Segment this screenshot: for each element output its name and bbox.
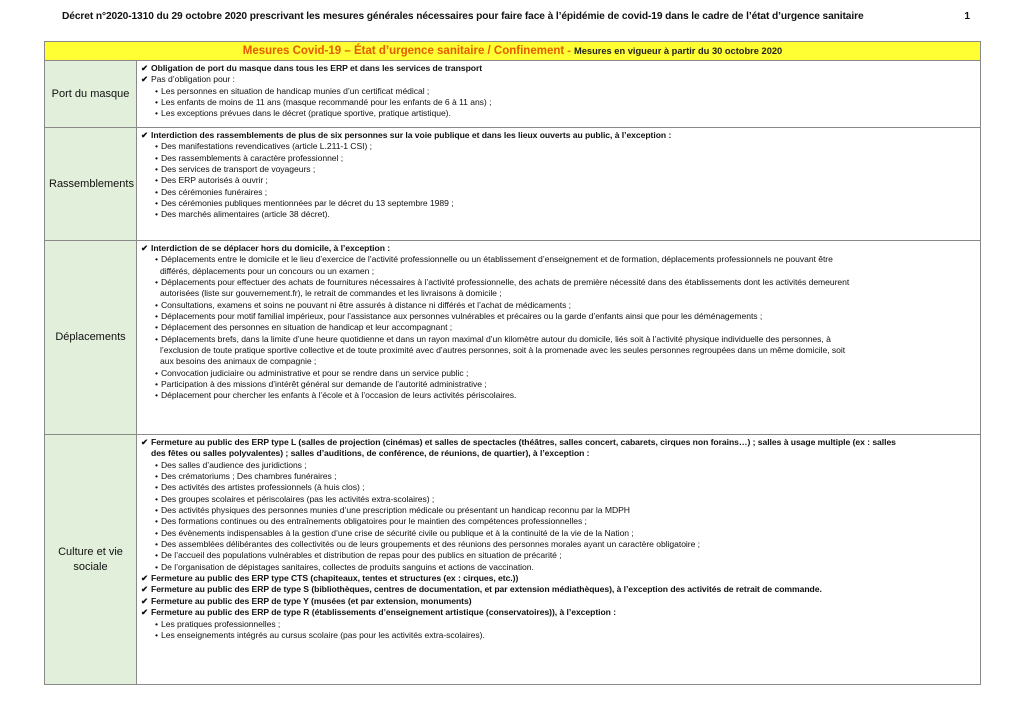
item-text: Des formations continues ou des entraînements obligatoires pour le maintien des compétences professionnelles ; [161, 516, 587, 527]
bullet-icon: • [155, 108, 158, 119]
bullet-icon: • [155, 561, 158, 572]
bullet-icon: • [155, 367, 158, 378]
item-text: Déplacements pour effectuer des achats de fournitures nécessaires à l’activité professionnelle, des achats de première nécessité dans des établissements dont les activités demeurent [161, 277, 850, 288]
banner-title: Mesures Covid-19 – État d’urgence sanitaire / Confinement [242, 45, 565, 57]
list-item [141, 368, 976, 379]
item-text: Les exceptions prévues dans le décret (pratique sportive, pratique artistique). [161, 108, 451, 119]
item-text: Des évènements indispensables à la gestion d’une crise de sécurité civile ou publique et à la continuité de la vie de la Nation ; [161, 527, 634, 538]
item-text: Fermeture au public des ERP type CTS (chapiteaux, tentes et structures (ex : cirques, etc.)) [151, 573, 519, 584]
bullet-icon: • [155, 482, 158, 493]
bullet-icon: • [155, 175, 158, 186]
bullet-icon: • [155, 539, 158, 550]
list-item [141, 539, 976, 550]
item-text: Convocation judiciaire ou administrative et pour se rendre dans un service public ; [161, 367, 469, 378]
list-item [141, 619, 976, 630]
item-text: Interdiction de se déplacer hors du domicile, à l’exception : [151, 243, 391, 253]
item-text: Consultations, examens et soins ne pouvant ni être assurés à distance ni différés et l’achat de médicaments ; [161, 299, 571, 310]
category-cell [45, 128, 137, 241]
bullet-icon: • [155, 493, 158, 504]
bullet-icon: • [155, 141, 158, 152]
list-item [141, 596, 976, 607]
bullet-icon: • [155, 85, 158, 96]
item-text: Des assemblées délibérantes des collectivités ou de leurs groupements et des réunions des personnes morales ayant un caractère obligatoire ; [161, 539, 701, 550]
bullet-icon: • [155, 333, 158, 344]
list-item [141, 607, 976, 618]
item-text: autorisées (liste sur gouvernement.fr), le retrait de commandes et les livraisons à domicile ; [160, 288, 502, 299]
list-item [141, 379, 976, 390]
title-row [45, 42, 981, 61]
bullet-icon: • [155, 390, 158, 401]
list-item [141, 164, 976, 175]
item-text: Interdiction des rassemblements de plus de six personnes sur la voie publique et dans les lieux ouverts au public, à l’exception : [151, 130, 672, 140]
list-item [141, 198, 976, 209]
bullet-icon: • [155, 516, 158, 527]
check-icon: ✔ [141, 63, 149, 73]
list-item [141, 74, 976, 85]
list-item [141, 311, 976, 322]
list-item [141, 141, 976, 152]
bullet-icon: • [155, 618, 158, 629]
check-icon: ✔ [141, 584, 149, 595]
bullet-icon: • [155, 277, 158, 288]
item-text: différés, déplacements pour un concours ou un examen ; [160, 265, 375, 276]
check-icon: ✔ [141, 74, 149, 85]
list-item-continuation [141, 345, 976, 356]
item-text: Fermeture au public des ERP de type R (établissements d’enseignement artistique (conservatoires)), à l’exception : [151, 607, 617, 618]
list-item-continuation [141, 266, 976, 277]
item-text: Déplacement pour chercher les enfants à l’école et à l’occasion de leurs activités périscolaires. [161, 390, 517, 401]
check-icon: ✔ [141, 607, 149, 618]
banner-subtitle: Mesures en vigueur à partir du 30 octobre 2020 [574, 46, 783, 56]
bullet-icon: • [155, 97, 158, 108]
list-item [141, 254, 976, 265]
list-item [141, 482, 976, 493]
item-text: Des services de transport de voyageurs ; [161, 164, 316, 175]
list-item [141, 63, 976, 74]
category-label: Rassemblements [49, 177, 134, 190]
check-icon: ✔ [141, 130, 149, 140]
list-item [141, 187, 976, 198]
list-item [141, 505, 976, 516]
content-cell [137, 435, 981, 685]
bullet-icon: • [155, 254, 158, 265]
category-cell [45, 435, 137, 685]
table-row [45, 241, 981, 435]
item-text: De l’accueil des populations vulnérables et distribution de repas pour des publics en situation de précarité ; [161, 550, 562, 561]
check-icon: ✔ [141, 573, 149, 584]
bullet-icon: • [155, 209, 158, 220]
item-text: Des groupes scolaires et périscolaires (pas les activités extra-scolaires) ; [161, 493, 435, 504]
list-item [141, 562, 976, 573]
check-icon: ✔ [141, 437, 149, 447]
bullet-icon: • [155, 527, 158, 538]
bullet-icon: • [155, 505, 158, 516]
item-text: aux besoins des animaux de compagnie ; [160, 356, 317, 367]
list-item [141, 209, 976, 220]
item-text: Fermeture au public des ERP de type Y (musées (et par extension, monuments) [151, 595, 472, 606]
item-text: De l’organisation de dépistages sanitaires, collectes de produits sanguins et actions de vaccination. [161, 561, 534, 572]
document-title: Décret n°2020-1310 du 29 octobre 2020 prescrivant les mesures générales nécessaires pour faire face à l’épidémie de covid-19 dans le cadre de l’état d’urgence sanitaire [62, 11, 864, 22]
check-icon: ✔ [141, 595, 149, 606]
item-text: Fermeture au public des ERP type L (salles de projection (cinémas) et salles de spectacles (théâtres, salles concert, cabarets, cirques non forains…) ; salles à usage multiple (ex : salles [151, 437, 896, 447]
content-cell [137, 241, 981, 435]
list-item [141, 390, 976, 401]
category-label-line2: sociale [73, 560, 108, 573]
bullet-icon: • [155, 311, 158, 322]
item-text: Déplacements brefs, dans la limite d’une heure quotidienne et dans un rayon maximal d’un kilomètre autour du domicile, liés soit à l’activité physique individuelle des personnes, à [161, 333, 831, 344]
item-text: des fêtes ou salles polyvalentes) ; salles d’auditions, de conférence, de réunions, de quartier), à l’exception : [151, 448, 590, 459]
list-item-continuation [141, 448, 976, 459]
item-text: Les enfants de moins de 11 ans (masque recommandé pour les enfants de 6 à 11 ans) ; [161, 97, 492, 108]
page-number: 1 [964, 11, 970, 22]
item-text: Des cérémonies funéraires ; [161, 186, 268, 197]
bullet-icon: • [155, 379, 158, 390]
list-item-continuation [141, 356, 976, 367]
list-item [141, 277, 976, 288]
item-text: Pas d’obligation pour : [151, 74, 235, 85]
item-text: l’exclusion de toute pratique sportive collective et de toute proximité avec d’autres personnes, soit à la promenade avec les seules personnes regroupées dans un même domicile, soit [160, 345, 846, 356]
bullet-icon: • [155, 198, 158, 209]
bullet-icon: • [155, 459, 158, 470]
list-item [141, 175, 976, 186]
bullet-icon: • [155, 186, 158, 197]
table-row [45, 61, 981, 128]
item-text: Des ERP autorisés à ouvrir ; [161, 175, 268, 186]
item-text: Fermeture au public des ERP de type S (bibliothèques, centres de documentation, et par extension médiathèques), à l’exception des activités de retrait de commande. [151, 584, 822, 595]
list-item [141, 550, 976, 561]
item-text: Des crématoriums ; Des chambres funéraires ; [161, 471, 337, 482]
item-text: Participation à des missions d’intérêt général sur demande de l’autorité administrative ; [161, 379, 487, 390]
list-item [141, 243, 976, 254]
list-item-continuation [141, 288, 976, 299]
list-item [141, 108, 976, 119]
bullet-icon: • [155, 629, 158, 640]
item-text: Les pratiques professionnelles ; [161, 618, 281, 629]
list-item [141, 516, 976, 527]
list-item [141, 86, 976, 97]
bullet-icon: • [155, 164, 158, 175]
list-item [141, 471, 976, 482]
title-banner [45, 42, 981, 61]
item-text: Des cérémonies publiques mentionnées par le décret du 13 septembre 1989 ; [161, 198, 454, 209]
list-item [141, 528, 976, 539]
item-text: Des manifestations revendicatives (article L.211-1 CSI) ; [161, 141, 372, 152]
check-icon: ✔ [141, 243, 149, 253]
bullet-icon: • [155, 152, 158, 163]
item-text: Les enseignements intégrés au cursus scolaire (pas pour les activités extra-scolaires). [161, 629, 485, 640]
category-label-line1: Culture et vie [58, 545, 123, 558]
list-item [141, 334, 976, 345]
item-text: Des marchés alimentaires (article 38 décret). [161, 209, 330, 220]
list-item [141, 584, 976, 595]
category-cell [45, 61, 137, 128]
list-item [141, 573, 976, 584]
item-text: Des activités des artistes professionnels (à huis clos) ; [161, 482, 365, 493]
item-text: Des rassemblements à caractère professionnel ; [161, 152, 344, 163]
list-item [141, 630, 976, 641]
bullet-icon: • [155, 299, 158, 310]
item-text: Obligation de port du masque dans tous les ERP et dans les services de transport [151, 63, 483, 73]
measures-table [44, 41, 981, 685]
table-row [45, 435, 981, 685]
list-item [141, 153, 976, 164]
table-row [45, 128, 981, 241]
category-label: Port du masque [51, 87, 130, 100]
document-header [62, 11, 970, 22]
bullet-icon: • [155, 550, 158, 561]
bullet-icon: • [155, 322, 158, 333]
banner-separator: - [567, 45, 571, 57]
list-item [141, 97, 976, 108]
list-item [141, 437, 976, 448]
category-cell [45, 241, 137, 435]
item-text: Déplacements entre le domicile et le lieu d’exercice de l’activité professionnelle ou un établissement d’enseignement et de formation, déplacements professionnels ne pouvant être [161, 254, 833, 265]
content-cell [137, 128, 981, 241]
list-item [141, 322, 976, 333]
list-item [141, 460, 976, 471]
item-text: Déplacements pour motif familial impérieux, pour l’assistance aux personnes vulnérables et précaires ou la garde d’enfants ainsi que pour les déménagements ; [161, 311, 763, 322]
list-item [141, 130, 976, 141]
item-text: Des activités physiques des personnes munies d’une prescription médicale ou présentant un handicap reconnu par la MDPH [161, 505, 630, 516]
item-text: Les personnes en situation de handicap munies d’un certificat médical ; [161, 85, 430, 96]
content-cell [137, 61, 981, 128]
list-item [141, 300, 976, 311]
bullet-icon: • [155, 471, 158, 482]
item-text: Déplacement des personnes en situation de handicap et leur accompagnant ; [161, 322, 453, 333]
list-item [141, 494, 976, 505]
item-text: Des salles d’audience des juridictions ; [161, 459, 307, 470]
category-label: Déplacements [55, 331, 126, 343]
